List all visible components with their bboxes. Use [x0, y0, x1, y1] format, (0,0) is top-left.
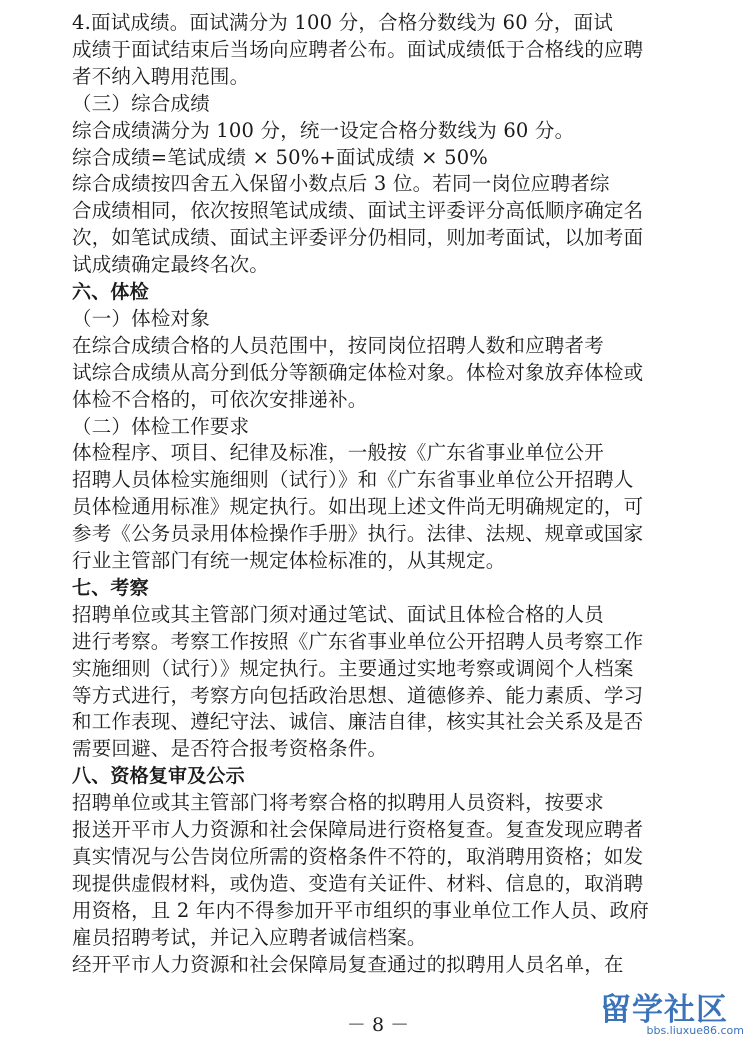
text-line: 招聘单位或其主管部门须对通过笔试、面试且体检合格的人员 [72, 602, 604, 626]
watermark-url: bbs.liuxue86.com [646, 1024, 744, 1037]
section-heading: 六、体检 [72, 281, 149, 303]
text-line: 成绩于面试结束后当场向应聘者公布。面试成绩低于合格线的应聘 [72, 37, 644, 61]
subsection-heading: （一）体检对象 [72, 306, 210, 330]
text-line: 者不纳入聘用范围。 [72, 64, 250, 88]
text-line: 4.面试成绩。面试满分为 100 分，合格分数线为 60 分，面试 [72, 11, 614, 34]
text-line: 经开平市人力资源和社会保障局复查通过的拟聘用人员名单，在 [72, 952, 624, 976]
text-line: 实施细则（试行）》规定执行。主要通过实地考察或调阅个人档案 [72, 656, 634, 680]
text-line: 真实情况与公告岗位所需的资格条件不符的，取消聘用资格；如发 [72, 844, 644, 868]
text-line: 试综合成绩从高分到低分等额确定体检对象。体检对象放弃体检或 [72, 360, 644, 384]
section-heading: 八、资格复审及公示 [72, 765, 245, 788]
subsection-heading: （二）体检工作要求 [72, 414, 250, 438]
text-line: 用资格，且 2 年内不得参加开平市组织的事业单位工作人员、政府 [72, 898, 650, 922]
text-line: 体检不合格的，可依次安排递补。 [72, 387, 368, 411]
text-line: 雇员招聘考试，并记入应聘者诚信档案。 [72, 925, 427, 949]
watermark-logo [600, 984, 750, 1040]
text-line: 参考《公务员录用体检操作手册》执行。法律、法规、规章或国家 [72, 522, 644, 546]
text-line: 试成绩确定最终名次。 [72, 253, 270, 277]
text-line: 综合成绩按四舍五入保留小数点后 3 位。若同一岗位应聘者综 [72, 172, 610, 196]
text-line: 综合成绩=笔试成绩 × 50%+面试成绩 × 50% [72, 145, 489, 169]
text-line: 报送开平市人力资源和社会保障局进行资格复查。复查发现应聘者 [72, 818, 644, 841]
text-line: 招聘人员体检实施细则（试行）》和《广东省事业单位公开招聘人 [72, 468, 634, 492]
text-line: 和工作表现、遵纪守法、诚信、廉洁自律，核实其社会关系及是否 [72, 710, 644, 734]
text-line: 次，如笔试成绩、面试主评委评分仍相同，则加考面试，以加考面 [72, 226, 644, 250]
text-line: 综合成绩满分为 100 分，统一设定合格分数线为 60 分。 [72, 118, 575, 142]
page-number: － 8 － [346, 1014, 410, 1036]
text-line: 需要回避、是否符合报考资格条件。 [72, 737, 388, 761]
watermark-text: 留学社区 [600, 992, 728, 1028]
text-line: 员体检通用标准》规定执行。如出现上述文件尚无明确规定的，可 [72, 495, 644, 519]
text-line: 体检程序、项目、纪律及标准，一般按《广东省事业单位公开 [72, 441, 604, 465]
text-line: 合成绩相同，依次按照笔试成绩、面试主评委评分高低顺序确定名 [72, 199, 644, 223]
text-line: 在综合成绩合格的人员范围中，按同岗位招聘人数和应聘者考 [72, 333, 604, 357]
text-line: 进行考察。考察工作按照《广东省事业单位公开招聘人员考察工作 [72, 629, 644, 653]
text-line: 行业主管部门有统一规定体检标准的，从其规定。 [72, 549, 506, 572]
section-heading: 七、考察 [72, 576, 149, 599]
subsection-heading: （三）综合成绩 [72, 91, 210, 115]
text-line: 等方式进行，考察方向包括政治思想、道德修养、能力素质、学习 [72, 683, 644, 707]
text-line: 招聘单位或其主管部门将考察合格的拟聘用人员资料，按要求 [72, 791, 604, 815]
text-line: 现提供虚假材料，或伪造、变造有关证件、材料、信息的，取消聘 [72, 871, 644, 895]
